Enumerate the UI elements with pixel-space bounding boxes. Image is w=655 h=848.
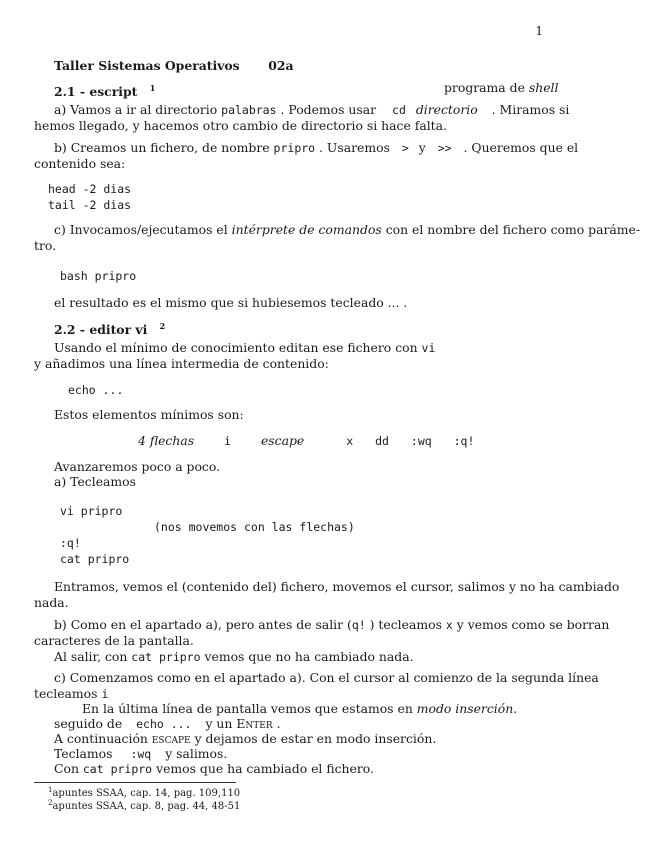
para-entramos-line1: Entramos, vemos el (contenido del) fichero, movemos el cursor, salimos y no ha cambiado [54, 579, 620, 594]
elem-q: :q! [453, 434, 475, 448]
page-number: 1 [535, 24, 543, 38]
doc-title [54, 58, 294, 74]
footnote-1: $^1$apuntes SSAA, cap. 14, pag. 109,110 [48, 786, 241, 799]
para-c2-line2: tecleamos i [34, 686, 109, 701]
para-con-cat: Con cat pripro vemos que ha cambiado el fichero. [54, 761, 374, 776]
para-ultima-linea: En la última línea de pantalla vemos que estamos en modo inserción. [82, 701, 518, 716]
para-avanzar: Avanzaremos poco a poco. [54, 459, 221, 474]
para-a-tecleamos: a) Tecleamos [54, 474, 136, 489]
footnote-ref-2: 2 [159, 321, 166, 331]
elem-i: i [224, 434, 231, 448]
elem-x: x [346, 434, 354, 448]
para-b-line2: contenido sea: [34, 156, 126, 171]
para-c-line1: c) Invocamos/ejecutamos el intérprete de comandos con el nombre del fichero como paráme- [54, 222, 641, 237]
para-vi-line1: Usando el mínimo de conocimiento editan ese fichero con vi [54, 340, 436, 355]
para-continuacion: A continuación escape y dejamos de estar en modo inserción. [54, 731, 437, 746]
section-heading-escript: 2.1 - escript $^1$ [54, 80, 155, 100]
elem-dd: dd [375, 434, 389, 448]
section-subtitle: programa de shell [444, 80, 559, 95]
para-c-line2: tro. [34, 238, 57, 253]
code-cat: cat pripro [60, 552, 130, 566]
code-quit: :q! [60, 536, 81, 550]
code-bash: bash pripro [60, 269, 137, 283]
para-minimos: Estos elementos mínimos son: [54, 407, 244, 422]
code-head: head -2 dias [48, 182, 132, 196]
section-heading-vi: 2.2 - editor vi $^2$ [54, 318, 165, 338]
elem-escape: escape [260, 433, 305, 448]
para-a-line1: a) Vamos a ir al directorio palabras . Podemos usar cd directorio . Miramos si [54, 102, 570, 117]
footnote-ref-1: 1 [149, 83, 156, 93]
para-entramos-line2: nada. [34, 595, 69, 610]
title-code: 02a [268, 58, 294, 73]
para-vi-line2: y añadimos una línea intermedia de contenido: [34, 356, 329, 371]
elements-row [138, 433, 474, 449]
footnote-rule [34, 782, 236, 783]
elem-flechas: 4 flechas [138, 433, 195, 448]
code-tail: tail -2 dias [48, 198, 132, 212]
para-b2-line2: caracteres de la pantalla. [34, 633, 194, 648]
para-seguido: seguido de echo ... y un Enter . [54, 716, 281, 731]
footnote-2: $^2$apuntes SSAA, cap. 8, pag. 44, 48-51 [48, 799, 241, 812]
para-b-line1: b) Creamos un fichero, de nombre pripro . Usaremos > y >> . Queremos que el [54, 140, 579, 155]
para-c2-line1: c) Comenzamos como en el apartado a). Con el cursor al comienzo de la segunda línea [54, 670, 599, 685]
para-result: el resultado es el mismo que si hubiesemos tecleado ... . [54, 295, 408, 310]
code-vi-pripro: vi pripro [60, 504, 123, 518]
title-text: Taller Sistemas Operativos [54, 58, 240, 73]
para-alsalir: Al salir, con cat pripro vemos que no ha cambiado nada. [54, 649, 414, 664]
para-teclamos: Teclamos :wq y salimos. [54, 746, 228, 761]
code-nos-movemos: (nos movemos con las flechas) [154, 520, 355, 534]
para-a-line2: hemos llegado, y hacemos otro cambio de directorio si hace falta. [34, 118, 447, 133]
para-b2-line1: b) Como en el apartado a), pero antes de salir (q! ) tecleamos x y vemos como se borran [54, 617, 610, 632]
elem-wq: :wq [410, 434, 432, 448]
code-echo: echo ... [68, 383, 124, 397]
